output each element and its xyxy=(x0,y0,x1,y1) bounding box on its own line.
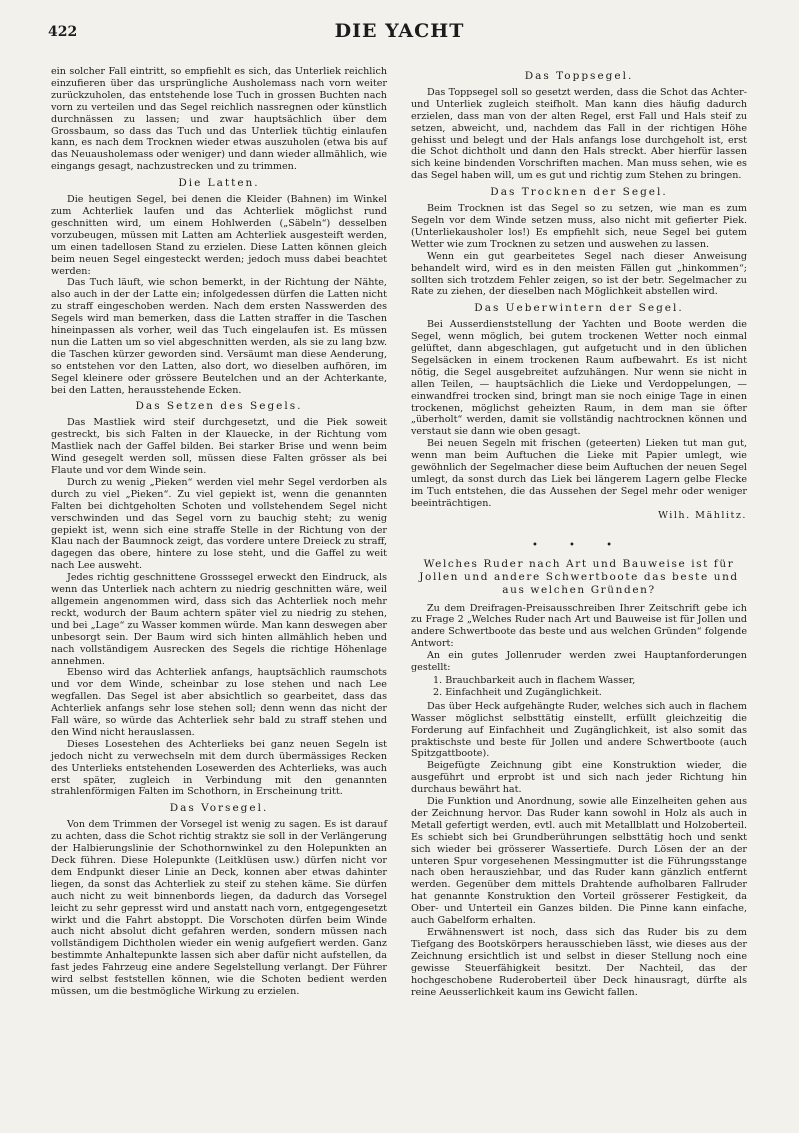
paragraph: Beim Trocknen ist das Segel so zu setzen, wie man es zum Segeln vor dem Winde setzen muss, also nicht mit gefierter Piek. (Unterliekausholer los!) Es empfiehlt sich, neue Segel bei gutem Wetter wie zum Trocknen zu setzen und auswehen zu lassen. xyxy=(411,203,747,250)
paragraph: Bei neuen Segeln mit frischen (geteerten) Lieken tut man gut, wenn man beim Auftuchen die Lieke mit Papier umlegt, wie gewöhnlich der Segelmacher diese beim Auftuchen der neuen Segel umlegt, da sonst durch das Liek bei längerem Lagern gelbe Flecke im Tuch entstehen, die das Aussehen der Segel mehr oder weniger beeinträchtigen. xyxy=(411,438,747,509)
left-column xyxy=(51,66,387,998)
paragraph: Wenn ein gut gearbeitetes Segel nach dieser Anweisung behandelt wird, wird es in den meisten Fällen gut „hinkommen“; sollten sich trotzdem Fehler zeigen, so ist der betr. Segelmacher zu Rate zu ziehen, der dieselben nach Möglichkeit abstellen wird. xyxy=(411,250,747,298)
paragraph: Zu dem Dreifragen-Preisausschreiben Ihrer Zeitschrift gebe ich zu Frage 2 „Welches Ruder nach Art und Bauweise ist für Jollen und andere Schwertboote das beste und aus welchen Gründen“ folgende Antwort: xyxy=(411,602,747,650)
list-item: 1. Brauchbarkeit auch in flachem Wasser, xyxy=(433,674,636,686)
page-number: 422 xyxy=(48,24,78,40)
paragraph: Das über Heck aufgehängte Ruder, welches sich auch in flachem Wasser möglichst selbsttätig einstellt, erfüllt gleichzeitig die Forderung auf Einfachheit und Zugänglichkeit, ist also somit das praktischste und beste für Jollen und andere Schwertboote (auch Spitzgattboote). xyxy=(411,700,747,760)
paragraph: An ein gutes Jollenruder werden zwei Hauptanforderungen gestellt: xyxy=(411,650,747,674)
requirements-list xyxy=(433,675,747,699)
paragraph: Das Toppsegel soll so gesetzt werden, dass die Schot das Achter- und Unterliek zugleich steifholt. Man kann dies häufig dadurch erzielen, dass man von der alten Regel, erst Fall und Hals steif zu setzen, abweicht, und, nachdem das Fall in der richtigen Höhe gehisst und belegt und der Hals anfangs lose durchgeholt ist, erst die Schot dichtholt und dann den Hals streckt. Aber hierfür lassen sich keine bindenden Vorschriften machen. Man muss sehen, wie es das Segel haben will, um es gut und richtig zum Stehen zu bringen. xyxy=(411,86,747,182)
right-column xyxy=(411,66,747,998)
paragraph: Erwähnenswert ist noch, dass sich das Ruder bis zu dem Tiefgang des Bootskörpers herausschieben lässt, wie dieses aus der Zeichnung ersichtlich ist und selbst in dieser Stellung noch eine gewisse Steuerfähigkeit besitzt. Der Nachteil, das der hochgeschobene Ruderoberteil über Deck hinausragt, dürfte als reine Aeusserlichkeit kaum ins Gewicht fallen. xyxy=(411,927,747,998)
list-item: 2. Einfachheit und Zugänglichkeit. xyxy=(433,686,602,698)
running-title: DIE YACHT xyxy=(334,20,465,42)
section-heading: Das Toppsegel. xyxy=(524,70,634,82)
article-heading: Welches Ruder nach Art und Bauweise ist für Jollen und andere Schwertboote das beste und aus welchen Gründen? xyxy=(419,557,739,596)
paragraph: Das Mastliek wird steif durchgesetzt, und die Piek soweit gestreckt, bis sich Falten in der Klauecke, in der Richtung vom Mastliek nach der Gaffel bilden. Bei starker Brise und wenn beim Wind gesegelt werden soll, müssen diese Falten grösser als bei Flaute und vor dem Winde sein. xyxy=(51,417,387,476)
paragraph: Ebenso wird das Achterliek anfangs, hauptsächlich raumschots und vor dem Winde, scheinbar zu lose stehen und nach Lee wegfallen. Das Segel ist aber absichtlich so gearbeitet, dass das Achterliek anfangs sehr lose stehen soll; denn wenn das nicht der Fall wäre, so würde das Achterliek sehr bald zu straff stehen und den Wind nicht herauslassen. xyxy=(51,667,387,738)
paragraph: ein solcher Fall eintritt, so empfiehlt es sich, das Unterliek reichlich einzufieren über das ursprüngliche Ausholemass nach vorn weiter zurückzuholen, das entstehende lose Tuch in grossen Buchten nach vorn zu verteilen und das Segel reichlich nassregnen oder künstlich durchnässen zu lassen; und zwar hauptsächlich über dem Grossbaum, so dass das Tuch und das Unterliek tüchtig einlaufen kann, es nach dem Trocknen wieder etwas auszuholen (etwa bis auf das Neuausholemass oder weniger) und dann wieder allmählich, wie eingangs gesagt, nachzustrecken und zu trimmen. xyxy=(51,66,387,173)
section-heading: Die Latten. xyxy=(178,177,260,190)
paragraph: Bei Ausserdienststellung der Yachten und Boote werden die Segel, wenn möglich, bei gutem trockenen Wetter noch einmal gelüftet, dann abgeschlagen, gut aufgetucht und in den üblichen Segelsäcken in einem trockenen Raum aufbewahrt. Es ist nicht nötig, die Segel ausgebreitet aufzuhängen. Nur wenn sie nicht in allen Teilen, — hauptsächlich die Lieke und Verdoppelungen, — einwandfrei trocken sind, bringt man sie noch einige Tage in einen trockenen, möglichst geheizten Raum, in dem man sie öfter „überholt“ werden, damit sie vollständig nachtrocknen können und verstaut sie dann wie oben gesagt. xyxy=(411,319,747,438)
section-heading: Das Ueberwintern der Segel. xyxy=(474,302,684,315)
section-heading: Das Trocknen der Segel. xyxy=(490,186,668,199)
paragraph: Durch zu wenig „Pieken“ werden viel mehr Segel verdorben als durch zu viel „Pieken“. Zu viel gepiekt ist, wenn die genannten Falten bei dichtgeholten Schoten und vollstehendem Segel nicht verschwinden und das Segel vorn zu bauchig steht; zu wenig gepiekt ist, wenn sich eine straffe Stelle in der Richtung von der Klau nach der Baumnock zeigt, das vordere untere Dreieck zu straff, dagegen das obere, hintere zu lose steht, und die Gaffel zu weit nach Lee ausweht. xyxy=(51,476,387,572)
section-heading: Das Vorsegel. xyxy=(169,802,269,815)
paragraph: Die Funktion und Anordnung, sowie alle Einzelheiten gehen aus der Zeichnung hervor. Das Ruder kann sowohl in Holz als auch in Metall gefertigt werden, evtl. auch mit Metallblatt und Holzoberteil. Es schiebt sich bei Grundberührungen selbsttätig hoch und senkt sich wieder bei grösserer Wassertiefe. Durch Lösen der an der unteren Spur vorgesehenen Messingmutter ist die Führungsstange nach oben herausziehbar, und das Ruder kann gänzlich entfernt werden. Gegenüber dem mittels Drahtende aufholbaren Fallruder hat genannte Konstruktion den Vorteil grösserer Festigkeit, da Ober- und Unterteil ein Ganzes bilden. Die Pinne kann einfache, auch Gabelform erhalten. xyxy=(411,796,747,927)
paragraph: Beigefügte Zeichnung gibt eine Konstruktion wieder, die ausgeführt und erprobt ist und sich nach jeder Richtung hin durchaus bewährt hat. xyxy=(411,760,747,796)
paragraph: Die heutigen Segel, bei denen die Kleider (Bahnen) im Winkel zum Achterliek laufen und das Achterliek möglichst rund geschnitten wird, um einem Hohlwerden („Säbeln“) desselben vorzubeugen, müssen mit Latten am Achterliek ausgesteift werden, um einen tadellosen Stand zu erzielen. Diese Latten können gleich beim neuen Segel eingesteckt werden; jedoch muss dabei beachtet werden: xyxy=(51,194,387,277)
paragraph: Von dem Trimmen der Vorsegel ist wenig zu sagen. Es ist darauf zu achten, dass die Schot richtig straktz sie soll in der Verlängerung der Halbierungslinie der Schothornwinkel zu den Holepunkten an Deck führen. Diese Holepunkte (Leitklüsen usw.) dürfen nicht vor dem Endpunkt dieser Linie an Deck, konnen aber etwas dahinter liegen, da sonst das Achterliek zu steif zu stehen käme. Sie dürfen auch nicht zu weit binnenbords liegen, da dadurch das Vorsegel leicht zu sehr gepresst wird und anstatt nach vorn, entgegengesetzt wirkt und die Fahrt abstoppt. Die Vorschoten dürfen beim Winde auch nicht absolut dicht gefahren werden, sondern müssen nach vollständigem Dichtholen wieder ein wenig aufgefiert werden. Ganz bestimmte Anhaltepunkte lassen sich aber dafür nicht aufstellen, da fast jedes Fahrzeug eine andere Segelstellung verlangt. Der Führer wird selbst feststellen können, wie die Schoten bedient werden müssen, um die bestmögliche Wirkung zu erzielen. xyxy=(51,819,387,997)
section-separator: • • • xyxy=(531,539,627,551)
page-header xyxy=(0,20,799,46)
section-heading: Das Setzen des Segels. xyxy=(135,400,303,413)
author-signature: Wilh. Mählitz. xyxy=(658,509,747,521)
paragraph: Jedes richtig geschnittene Grosssegel erweckt den Eindruck, als wenn das Unterliek nach achtern zu niedrig geschnitten wäre, weil allgemein angenommen wird, dass sich das Achterliek noch mehr reckt, wodurch der Baum achtern später viel zu niedrig zu stehen, und bei „Lage“ zu Wasser kommen würde. Man kann deswegen aber unbesorgt sein. Der Baum wird sich hinten allmählich heben und nach vollständigem Ausrecken des Segels die richtige Höhenlage annehmen. xyxy=(51,572,387,667)
paragraph: Dieses Losestehen des Achterlieks bei ganz neuen Segeln ist jedoch nicht zu verwechseln mit dem durch übermässiges Recken des Unterlieks entstehenden Losewerden des Achterlieks, was auch erst später, zugleich in Verbindung mit den genannten strahlenförmigen Falten im Schothorn, in Erscheinung tritt. xyxy=(51,738,387,798)
paragraph: Das Tuch läuft, wie schon bemerkt, in der Richtung der Nähte, also auch in der der Latte ein; infolgedessen dürfen die Latten nicht zu straff eingeschoben werden. Nach dem ersten Nasswerden des Segels wird man bemerken, dass die Latten straffer in die Taschen hineinpassen als vorher, weil das Tuch eingelaufen ist. Es müssen nun die Latten um so viel abgeschnitten werden, als sie zu lang bzw. die Taschen kürzer geworden sind. Versäumt man diese Aenderung, so entstehen vor den Latten, also dort, wo dieselben aufhören, im Segel kleinere oder grössere Beutelchen und an der Achterkante, bei den Latten, herausstehende Ecken. xyxy=(51,277,387,396)
